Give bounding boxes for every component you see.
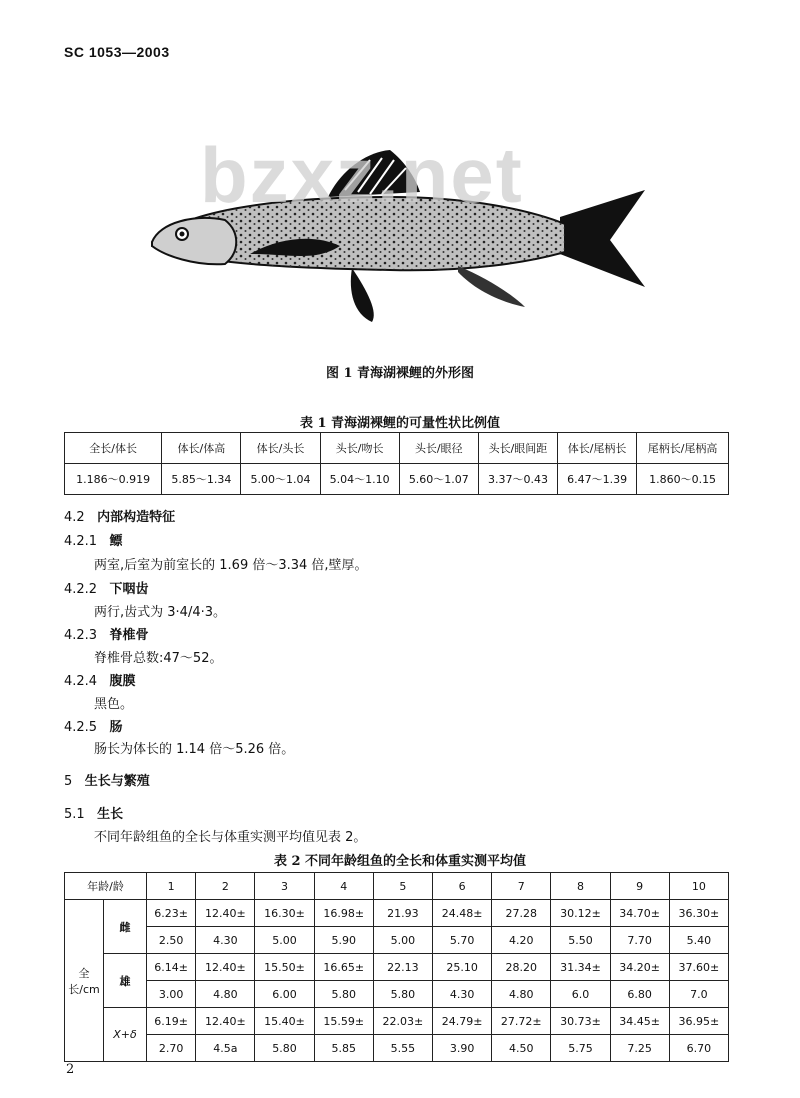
section-4-2-5: [64, 716, 123, 735]
table2: [64, 872, 729, 1062]
table2-cell: 4.20: [492, 927, 551, 954]
table2-age-cell: 9: [610, 873, 669, 900]
section-title: 下咽齿: [109, 582, 149, 597]
table2-cell: 5.80: [255, 1035, 314, 1062]
table2-cell: 6.19±: [147, 1008, 196, 1035]
table2-cell: 6.23±: [147, 900, 196, 927]
table1-header-cell: 全长/体长: [65, 433, 162, 464]
table1-header-cell: 头长/吻长: [320, 433, 399, 464]
table1-header-cell: 体长/体高: [162, 433, 241, 464]
section-4-2-5-text: 肠长为体长的 1.14 倍～5.26 倍。: [94, 742, 295, 757]
table1-header-cell: 体长/头长: [241, 433, 320, 464]
table2-row-male-bottom: [65, 981, 729, 1008]
table2-cell: 4.80: [196, 981, 255, 1008]
figure-caption: 图 1 青海湖裸鲤的外形图: [325, 366, 475, 381]
table1-caption: 表 1 青海湖裸鲤的可量性状比例值: [299, 416, 501, 431]
table2-row-mean-bottom: [65, 1035, 729, 1062]
section-number: 4.2.2: [64, 582, 98, 597]
table2-cell: 4.80: [492, 981, 551, 1008]
table1-value-cell: 1.860～0.15: [637, 464, 729, 495]
table2-cell: 12.40±: [196, 1008, 255, 1035]
section-5-1-text: 不同年龄组鱼的全长与体重实测平均值见表 2。: [94, 830, 367, 845]
table1-value-cell: 5.00～1.04: [241, 464, 320, 495]
section-number: 4.2.5: [64, 720, 98, 735]
section-5-1: [64, 803, 123, 822]
table2-cell: 31.34±: [551, 954, 610, 981]
section-number: 4.2.1: [64, 534, 98, 549]
section-4-2-4-text: 黑色。: [94, 697, 134, 712]
table2-row-female-bottom: [65, 927, 729, 954]
section-number: 4.2.3: [64, 628, 98, 643]
table2-cell: 36.95±: [669, 1008, 728, 1035]
watermark: bzxz.net: [200, 131, 524, 219]
table2-cell: 6.80: [610, 981, 669, 1008]
table2-cell: 5.90: [314, 927, 373, 954]
table2-age-cell: 4: [314, 873, 373, 900]
table2-cell: 5.00: [373, 927, 432, 954]
table1-value-cell: 5.85～1.34: [162, 464, 241, 495]
table2-cell: 21.93: [373, 900, 432, 927]
table2-cell: 28.20: [492, 954, 551, 981]
section-title: 肠: [109, 720, 123, 735]
table2-cell: 12.40±: [196, 954, 255, 981]
table2-cell: 24.79±: [433, 1008, 492, 1035]
table2-cell: 2.50: [147, 927, 196, 954]
section-title: 生长: [97, 807, 124, 822]
table2-cell: 7.0: [669, 981, 728, 1008]
table2-cell: 22.13: [373, 954, 432, 981]
section-title: 鳔: [109, 534, 123, 549]
table1-header-cell: 头长/眼间距: [478, 433, 557, 464]
table2-age-cell: 8: [551, 873, 610, 900]
table2-cell: 36.30±: [669, 900, 728, 927]
table1-value-cell: 3.37～0.43: [478, 464, 557, 495]
standard-code: SC 1053—2003: [64, 44, 170, 60]
table1: [64, 432, 729, 495]
table1-header-cell: 尾柄长/尾柄高: [637, 433, 729, 464]
table1-value-row: [65, 464, 729, 495]
table2-cell: 5.40: [669, 927, 728, 954]
section-4-2-3-text: 脊椎骨总数:47～52。: [94, 651, 223, 666]
section-5: [64, 770, 150, 789]
table2-cell: 5.70: [433, 927, 492, 954]
table2-cell: 5.75: [551, 1035, 610, 1062]
section-4-2-2-text: 两行,齿式为 3·4/4·3。: [94, 605, 226, 620]
page-number: 2: [66, 1062, 75, 1077]
table2-cell: 16.30±: [255, 900, 314, 927]
table2-cell: 5.00: [255, 927, 314, 954]
table2-cell: 15.40±: [255, 1008, 314, 1035]
section-number: 5: [64, 774, 73, 789]
table2-cell: 7.70: [610, 927, 669, 954]
table2-cell: 5.85: [314, 1035, 373, 1062]
table2-cell: 30.73±: [551, 1008, 610, 1035]
table2-cell: 5.80: [373, 981, 432, 1008]
table2-age-cell: 6: [433, 873, 492, 900]
section-title: 腹膜: [109, 674, 136, 689]
table2-cell: 4.30: [433, 981, 492, 1008]
table2-age-cell: 10: [669, 873, 728, 900]
table2-age-cell: 2: [196, 873, 255, 900]
table2-cell: 12.40±: [196, 900, 255, 927]
table2-cell: 34.70±: [610, 900, 669, 927]
table2-cell: 6.00: [255, 981, 314, 1008]
table2-row-group-label: 全长/cm: [65, 900, 104, 1062]
table2-age-cell: 3: [255, 873, 314, 900]
table2-cell: 5.50: [551, 927, 610, 954]
table2-cell: 15.50±: [255, 954, 314, 981]
section-title: 生长与繁殖: [84, 774, 150, 789]
table2-caption: 表 2 不同年龄组鱼的全长和体重实测平均值: [273, 854, 527, 869]
table2-age-cell: 7: [492, 873, 551, 900]
table2-cell: 5.55: [373, 1035, 432, 1062]
table2-age-cell: 5: [373, 873, 432, 900]
table2-cell: 4.5a: [196, 1035, 255, 1062]
table2-cell: 7.25: [610, 1035, 669, 1062]
table2-cell: 4.30: [196, 927, 255, 954]
section-4-2: [64, 506, 175, 525]
table2-header-row: [65, 873, 729, 900]
table2-cell: 16.65±: [314, 954, 373, 981]
table2-row-label: 雌: [104, 900, 147, 954]
table2-cell: 6.0: [551, 981, 610, 1008]
section-number: 4.2.4: [64, 674, 98, 689]
section-4-2-1-text: 两室,后室为前室长的 1.69 倍～3.34 倍,壁厚。: [94, 558, 368, 573]
section-4-2-4: [64, 670, 136, 689]
table2-row-label: 雄: [104, 954, 147, 1008]
table2-cell: 22.03±: [373, 1008, 432, 1035]
table1-header-cell: 头长/眼径: [399, 433, 478, 464]
table2-cell: 6.14±: [147, 954, 196, 981]
section-title: 脊椎骨: [109, 628, 149, 643]
table2-cell: 34.45±: [610, 1008, 669, 1035]
table2-cell: 27.28: [492, 900, 551, 927]
table1-header-row: [65, 433, 729, 464]
table2-cell: 34.20±: [610, 954, 669, 981]
table2-cell: 4.50: [492, 1035, 551, 1062]
section-number: 4.2: [64, 510, 85, 525]
table1-header-cell: 体长/尾柄长: [558, 433, 637, 464]
table1-value-cell: 6.47～1.39: [558, 464, 637, 495]
table2-cell: 27.72±: [492, 1008, 551, 1035]
table2-age-cell: 1: [147, 873, 196, 900]
section-title: 内部构造特征: [97, 510, 176, 525]
table2-cell: 3.00: [147, 981, 196, 1008]
table2-row-mean-top: [65, 1008, 729, 1035]
section-4-2-2: [64, 578, 149, 597]
table2-cell: 3.90: [433, 1035, 492, 1062]
table2-row-label: X+δ: [104, 1008, 147, 1062]
table2-cell: 37.60±: [669, 954, 728, 981]
table1-value-cell: 1.186～0.919: [65, 464, 162, 495]
table2-cell: 25.10: [433, 954, 492, 981]
table2-cell: 24.48±: [433, 900, 492, 927]
table2-cell: 5.80: [314, 981, 373, 1008]
table2-cell: 6.70: [669, 1035, 728, 1062]
table2-cell: 16.98±: [314, 900, 373, 927]
section-4-2-1: [64, 530, 123, 549]
table2-corner-cell: 年龄/龄: [65, 873, 147, 900]
table2-cell: 30.12±: [551, 900, 610, 927]
table2-row-female-top: [65, 900, 729, 927]
table2-cell: 2.70: [147, 1035, 196, 1062]
section-4-2-3: [64, 624, 149, 643]
table2-cell: 15.59±: [314, 1008, 373, 1035]
section-number: 5.1: [64, 807, 85, 822]
table1-value-cell: 5.04～1.10: [320, 464, 399, 495]
table2-row-male-top: [65, 954, 729, 981]
table1-value-cell: 5.60～1.07: [399, 464, 478, 495]
